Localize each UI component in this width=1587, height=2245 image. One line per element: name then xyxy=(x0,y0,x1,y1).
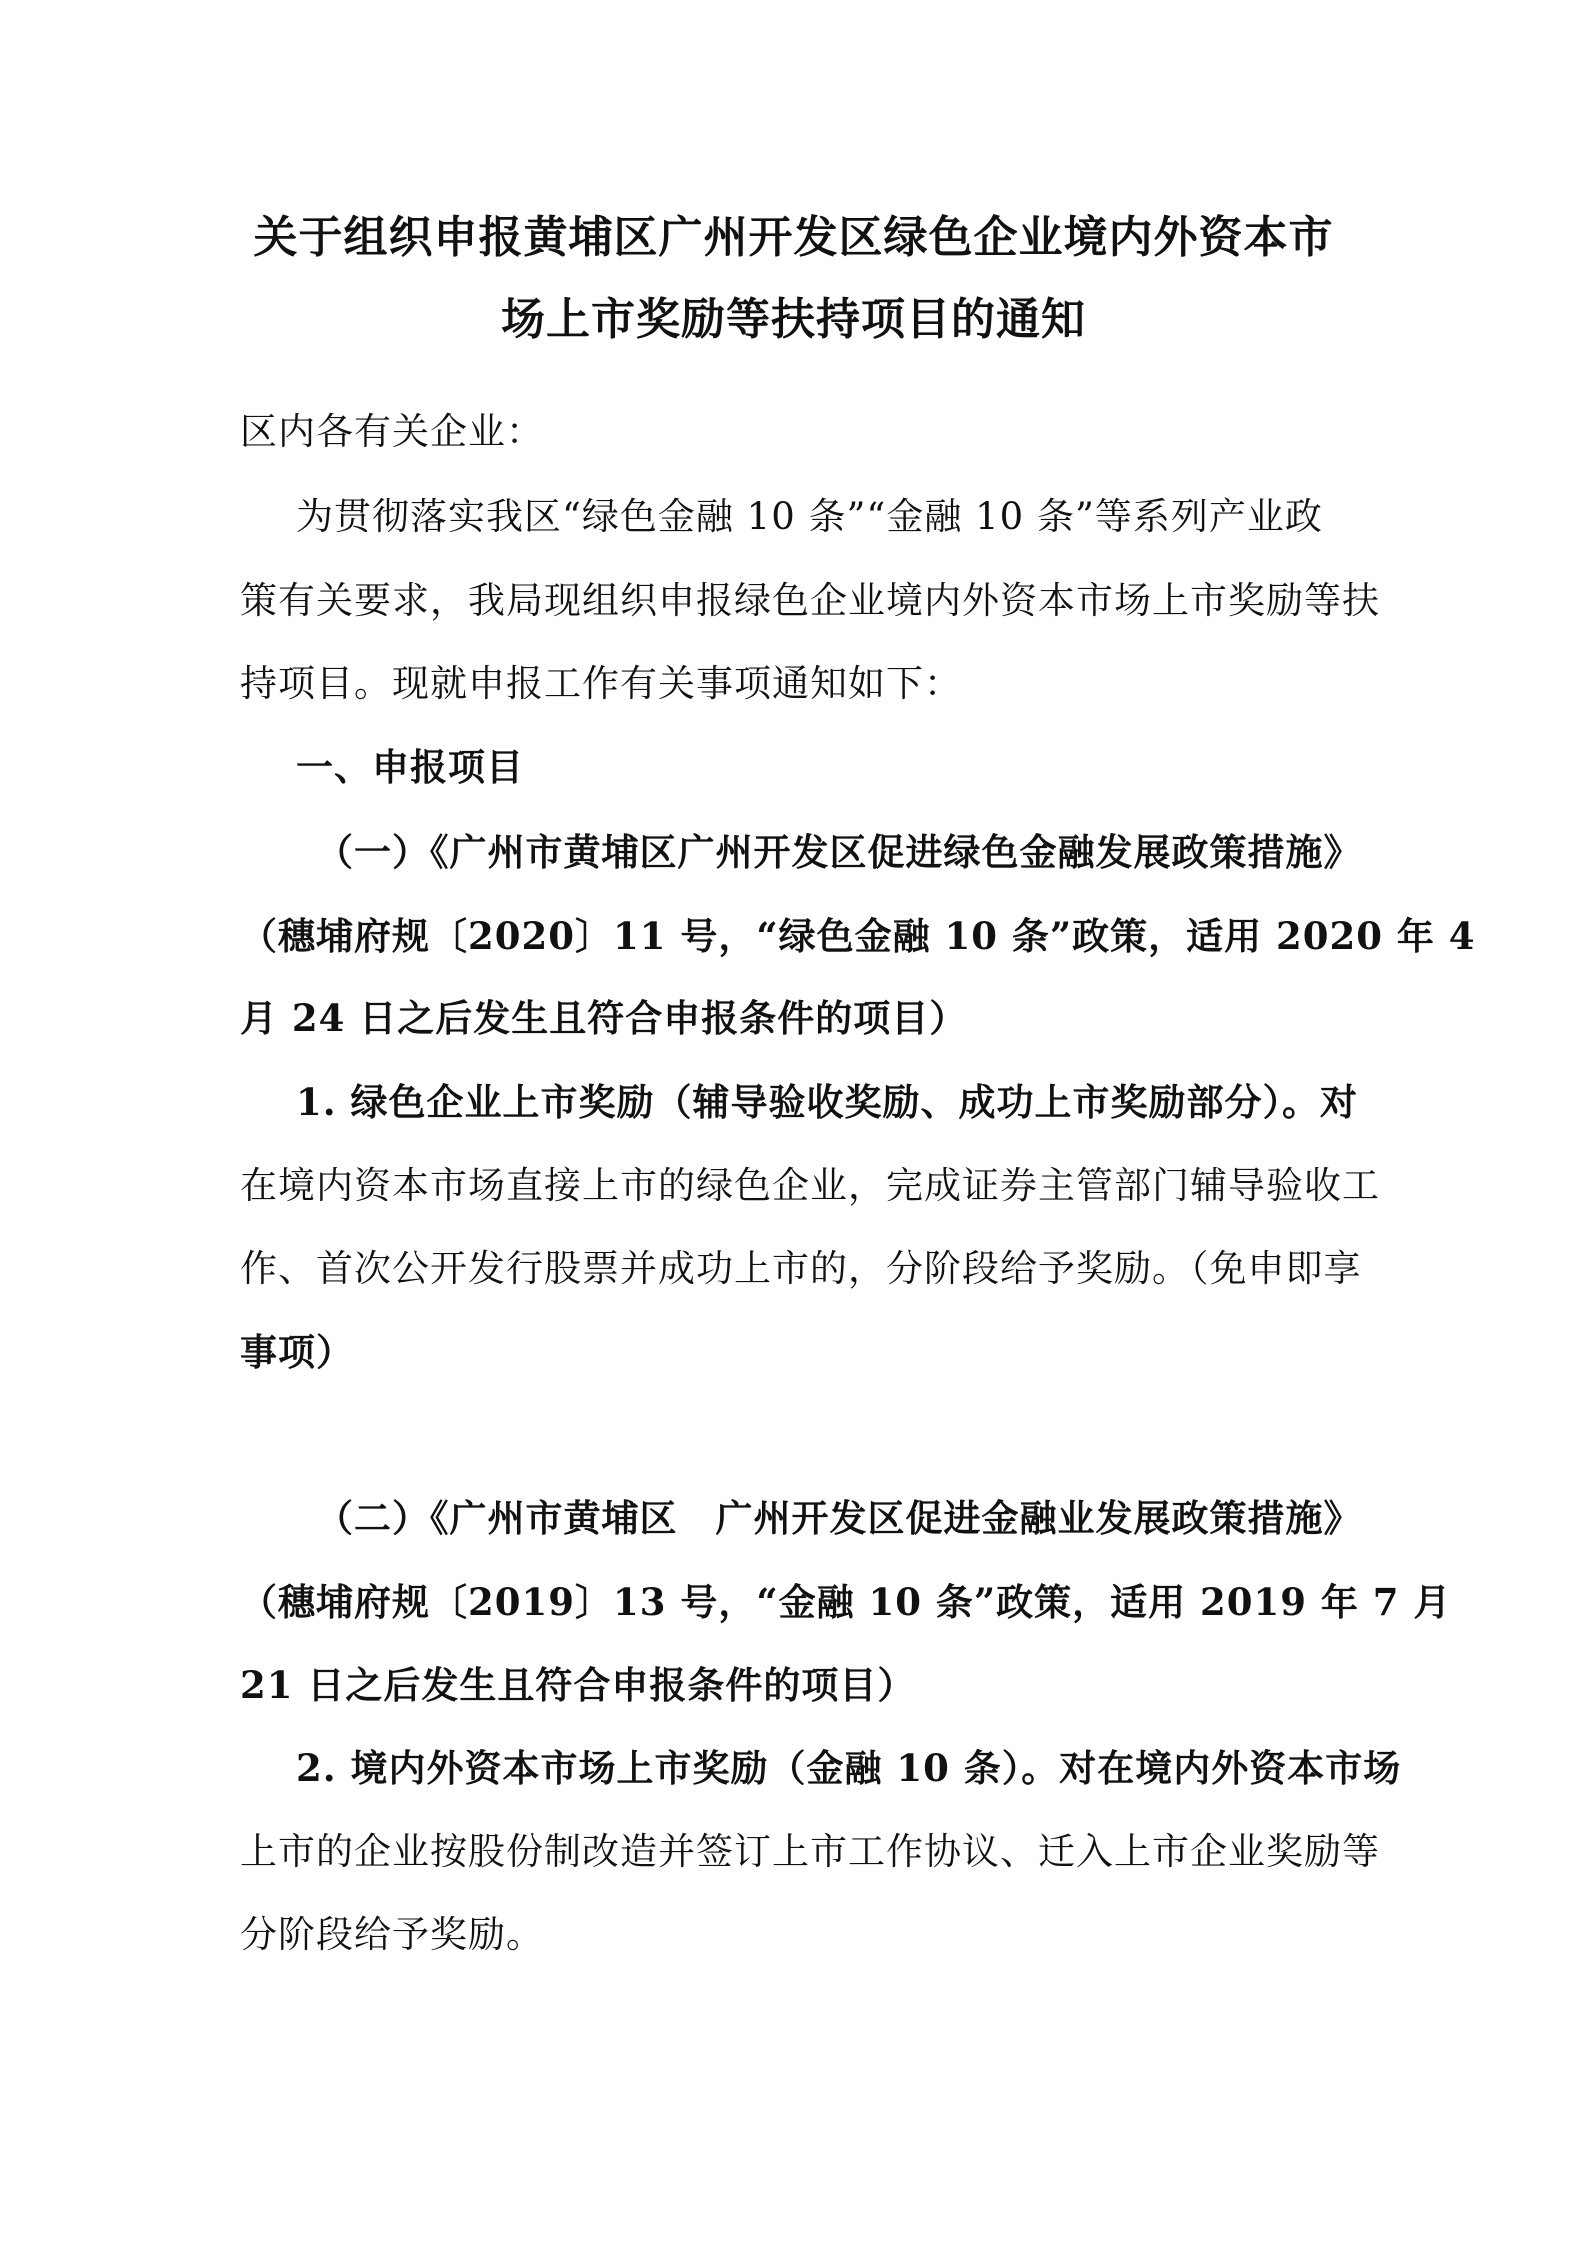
item-2-line-3: 分阶段给予奖励。 xyxy=(240,1913,544,1956)
intro-line-3: 持项目。现就申报工作有关事项通知如下： xyxy=(240,662,962,705)
policy-1-line-1: （一）《广州市黄埔区广州开发区促进绿色金融发展政策措施》 xyxy=(316,830,1362,874)
document-title-line-2: 场上市奖励等扶持项目的通知 xyxy=(501,294,1086,345)
policy-2-line-2: （穗埔府规〔2019〕13 号，“金融 10 条”政策，适用 2019 年 7 月 xyxy=(240,1580,1452,1624)
document-title-line-1: 关于组织申报黄埔区广州开发区绿色企业境内外资本市 xyxy=(253,212,1334,263)
item-1-line-1: 1. 绿色企业上市奖励（辅导验收奖励、成功上市奖励部分）。对 xyxy=(296,1080,1359,1124)
salutation: 区内各有关企业： xyxy=(240,410,544,453)
policy-1-line-2: （穗埔府规〔2020〕11 号，“绿色金融 10 条”政策，适用 2020 年 4 xyxy=(240,914,1476,958)
item-2-line-1: 2. 境内外资本市场上市奖励（金融 10 条）。对在境内外资本市场 xyxy=(296,1746,1402,1790)
section-heading-1: 一、申报项目 xyxy=(296,745,524,789)
policy-2-line-3: 21 日之后发生且符合申报条件的项目） xyxy=(240,1663,916,1707)
intro-line-1: 为贯彻落实我区“绿色金融 10 条”“金融 10 条”等系列产业政 xyxy=(296,495,1323,538)
policy-2-line-1: （二）《广州市黄埔区 广州开发区促进金融业发展政策措施》 xyxy=(316,1496,1362,1540)
item-1-line-3: 作、首次公开发行股票并成功上市的，分阶段给予奖励。（免申即享 xyxy=(240,1247,1362,1290)
item-1-line-4: 事项） xyxy=(240,1330,354,1374)
policy-1-line-3: 月 24 日之后发生且符合申报条件的项目） xyxy=(240,996,968,1040)
intro-line-2: 策有关要求，我局现组织申报绿色企业境内外资本市场上市奖励等扶 xyxy=(240,579,1380,622)
item-1-line-2: 在境内资本市场直接上市的绿色企业，完成证券主管部门辅导验收工 xyxy=(240,1164,1380,1207)
item-2-line-2: 上市的企业按股份制改造并签订上市工作协议、迁入上市企业奖励等 xyxy=(240,1830,1380,1873)
